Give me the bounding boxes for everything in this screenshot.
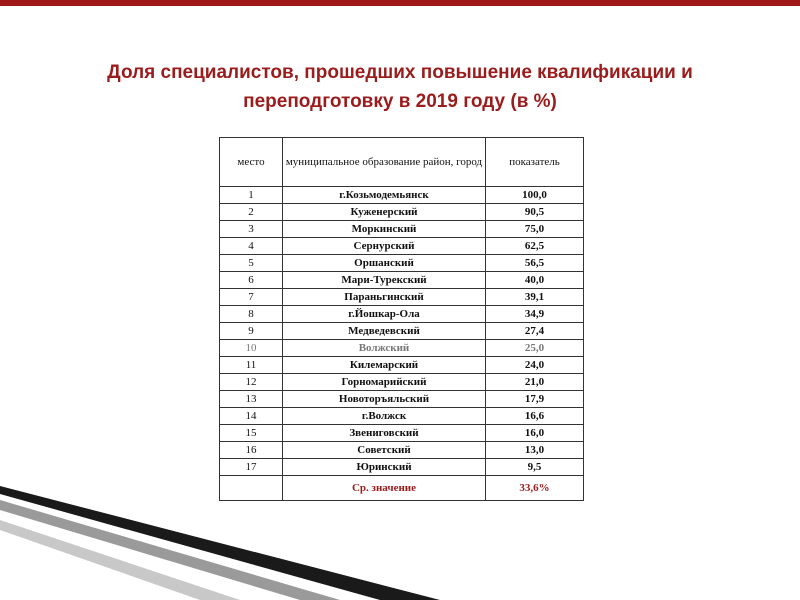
cell-value: 21,0: [486, 374, 584, 391]
cell-place: 2: [220, 204, 283, 221]
cell-municipality: Параньгинский: [283, 289, 486, 306]
header-value: показатель: [486, 138, 584, 187]
cell-place: 15: [220, 425, 283, 442]
cell-value: 9,5: [486, 459, 584, 476]
cell-value: 13,0: [486, 442, 584, 459]
cell-value: 16,6: [486, 408, 584, 425]
cell-value: 100,0: [486, 187, 584, 204]
cell-place: 5: [220, 255, 283, 272]
cell-municipality: Мари-Турекский: [283, 272, 486, 289]
cell-place: 12: [220, 374, 283, 391]
cell-municipality: Советский: [283, 442, 486, 459]
cell-municipality: г.Волжск: [283, 408, 486, 425]
cell-place: 17: [220, 459, 283, 476]
cell-place: 1: [220, 187, 283, 204]
cell-place: 9: [220, 323, 283, 340]
cell-value: 17,9: [486, 391, 584, 408]
cell-municipality: Новоторъяльский: [283, 391, 486, 408]
cell-place: 11: [220, 357, 283, 374]
cell-value: 34,9: [486, 306, 584, 323]
summary-value: 33,6%: [486, 476, 584, 501]
header-place: место: [220, 138, 283, 187]
summary-label: Ср. значение: [283, 476, 486, 501]
slide-title-line-1: Доля специалистов, прошедших повышение квалификации и: [107, 62, 693, 83]
cell-municipality: Моркинский: [283, 221, 486, 238]
cell-value: 24,0: [486, 357, 584, 374]
cell-value: 40,0: [486, 272, 584, 289]
cell-place: 7: [220, 289, 283, 306]
cell-municipality: Звениговский: [283, 425, 486, 442]
cell-value: 39,1: [486, 289, 584, 306]
cell-place: 4: [220, 238, 283, 255]
cell-municipality: Килемарский: [283, 357, 486, 374]
cell-place: 8: [220, 306, 283, 323]
cell-value: 56,5: [486, 255, 584, 272]
cell-place: 13: [220, 391, 283, 408]
cell-value: 62,5: [486, 238, 584, 255]
cell-municipality: Волжский: [283, 340, 486, 357]
cell-value: 25,0: [486, 340, 584, 357]
header-municipality: муниципальное образование район, город: [283, 138, 486, 187]
cell-value: 90,5: [486, 204, 584, 221]
cell-municipality: Куженерский: [283, 204, 486, 221]
cell-place: 14: [220, 408, 283, 425]
cell-value: 27,4: [486, 323, 584, 340]
cell-municipality: Оршанский: [283, 255, 486, 272]
cell-place: 10: [220, 340, 283, 357]
cell-municipality: Горномарийский: [283, 374, 486, 391]
slide-title-line-2: переподготовку в 2019 году (в %): [243, 91, 557, 112]
cell-municipality: Медведевский: [283, 323, 486, 340]
cell-value: 75,0: [486, 221, 584, 238]
cell-place: 6: [220, 272, 283, 289]
cell-place: 16: [220, 442, 283, 459]
cell-municipality: Юринский: [283, 459, 486, 476]
cell-place: 3: [220, 221, 283, 238]
cell-municipality: г.Козьмодемьянск: [283, 187, 486, 204]
cell-municipality: г.Йошкар-Ола: [283, 306, 486, 323]
cell-municipality: Сернурский: [283, 238, 486, 255]
cell-value: 16,0: [486, 425, 584, 442]
